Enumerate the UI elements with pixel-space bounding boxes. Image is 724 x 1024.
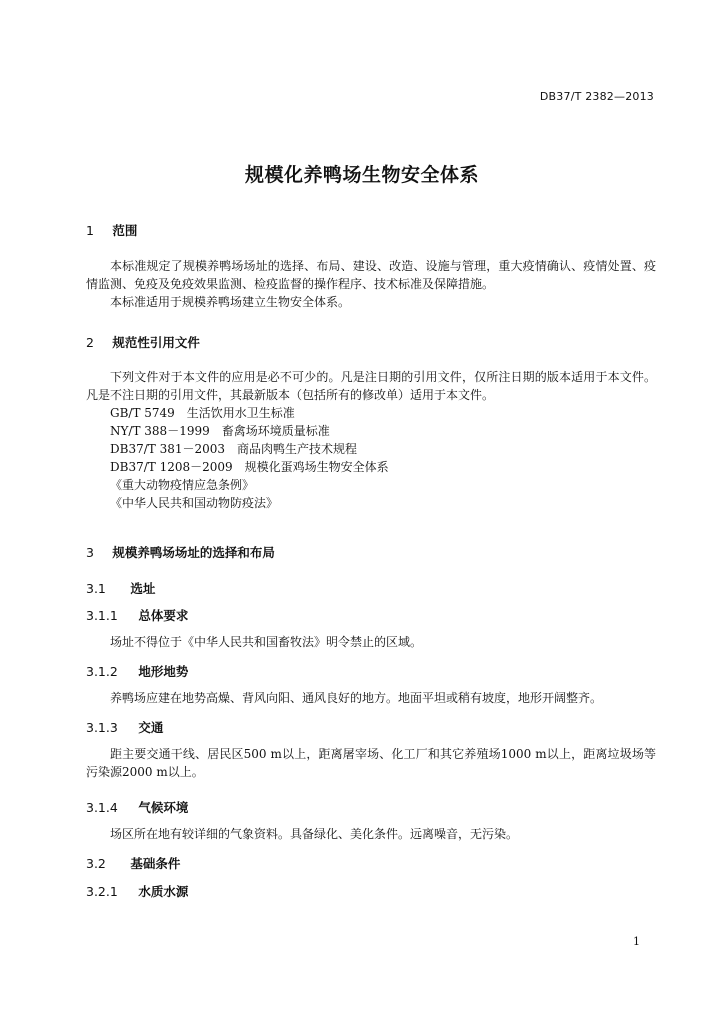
section-3-1-4-heading	[86, 798, 188, 816]
reference-item: 《中华人民共和国动物防疫法》	[110, 496, 279, 510]
section-3-1-3-heading	[86, 718, 163, 736]
section-title: 地形地势	[138, 664, 189, 679]
document-title: 规模化养鸭场生物安全体系	[244, 164, 479, 186]
section-number: 3.1.1	[86, 608, 118, 623]
reference-item: GB/T 5749 生活饮用水卫生标准	[110, 406, 295, 420]
section-3-2-1-heading	[86, 882, 188, 900]
reference-item: 《重大动物疫情应急条例》	[110, 478, 255, 492]
section-3-1-heading	[86, 579, 155, 597]
section-3-1-2-heading	[86, 662, 188, 680]
section-title: 范围	[112, 223, 138, 238]
section-number: 3.1	[86, 581, 106, 596]
section-title: 规模养鸭场场址的选择和布局	[112, 545, 275, 560]
section-number: 3.1.4	[86, 800, 118, 815]
section-title: 气候环境	[138, 800, 189, 815]
section-1-heading	[86, 221, 137, 239]
section-number: 3.2.1	[86, 884, 118, 899]
section-3-1-4-paragraph: 场区所在地有较详细的气象资料。具备绿化、美化条件。远离噪音，无污染。	[110, 827, 519, 841]
reference-item: DB37/T 1208－2009 规模化蛋鸡场生物安全体系	[110, 460, 389, 474]
section-number: 3.1.2	[86, 664, 118, 679]
reference-item: NY/T 388－1999 畜禽场环境质量标准	[110, 424, 330, 438]
document-id: DB37/T 2382—2013	[539, 90, 654, 103]
section-3-1-1-heading	[86, 606, 188, 624]
section-3-1-1-paragraph: 场址不得位于《中华人民共和国畜牧法》明令禁止的区域。	[110, 635, 423, 649]
page-number: 1	[633, 935, 640, 948]
section-2-paragraph-1: 下列文件对于本文件的应用是必不可少的。凡是注日期的引用文件，仅所注日期的版本适用于本文件。凡是不注日期的引用文件，其最新版本（包括所有的修改单）适用于本文件。	[86, 370, 656, 402]
section-title: 规范性引用文件	[112, 335, 200, 350]
section-3-1-2-paragraph: 养鸭场应建在地势高燥、背风向阳、通风良好的地方。地面平坦或稍有坡度，地形开阔整齐。	[110, 691, 603, 705]
section-number: 3.1.3	[86, 720, 118, 735]
section-title: 选址	[130, 581, 156, 596]
section-3-2-heading	[86, 854, 180, 872]
section-title: 水质水源	[138, 884, 189, 899]
section-number: 1	[86, 223, 94, 238]
section-1-paragraph-1: 本标准规定了规模养鸭场场址的选择、布局、建设、改造、设施与管理，重大疫情确认、疫情处置、疫情监测、免疫及免疫效果监测、检疫监督的操作程序、技术标准及保障措施。	[86, 259, 656, 291]
section-title: 基础条件	[130, 856, 181, 871]
reference-item: DB37/T 381－2003 商品肉鸭生产技术规程	[110, 442, 358, 456]
section-3-heading	[86, 543, 275, 561]
section-1-paragraph-2: 本标准适用于规模养鸭场建立生物安全体系。	[110, 295, 351, 309]
section-3-1-3-paragraph: 距主要交通干线、居民区500 m以上，距离屠宰场、化工厂和其它养殖场1000 m以上，距离垃圾场等污染源2000 m以上。	[86, 747, 656, 779]
section-number: 2	[86, 335, 94, 350]
section-2-heading	[86, 333, 200, 351]
section-title: 总体要求	[138, 608, 189, 623]
section-number: 3	[86, 545, 94, 560]
section-number: 3.2	[86, 856, 106, 871]
section-title: 交通	[138, 720, 164, 735]
